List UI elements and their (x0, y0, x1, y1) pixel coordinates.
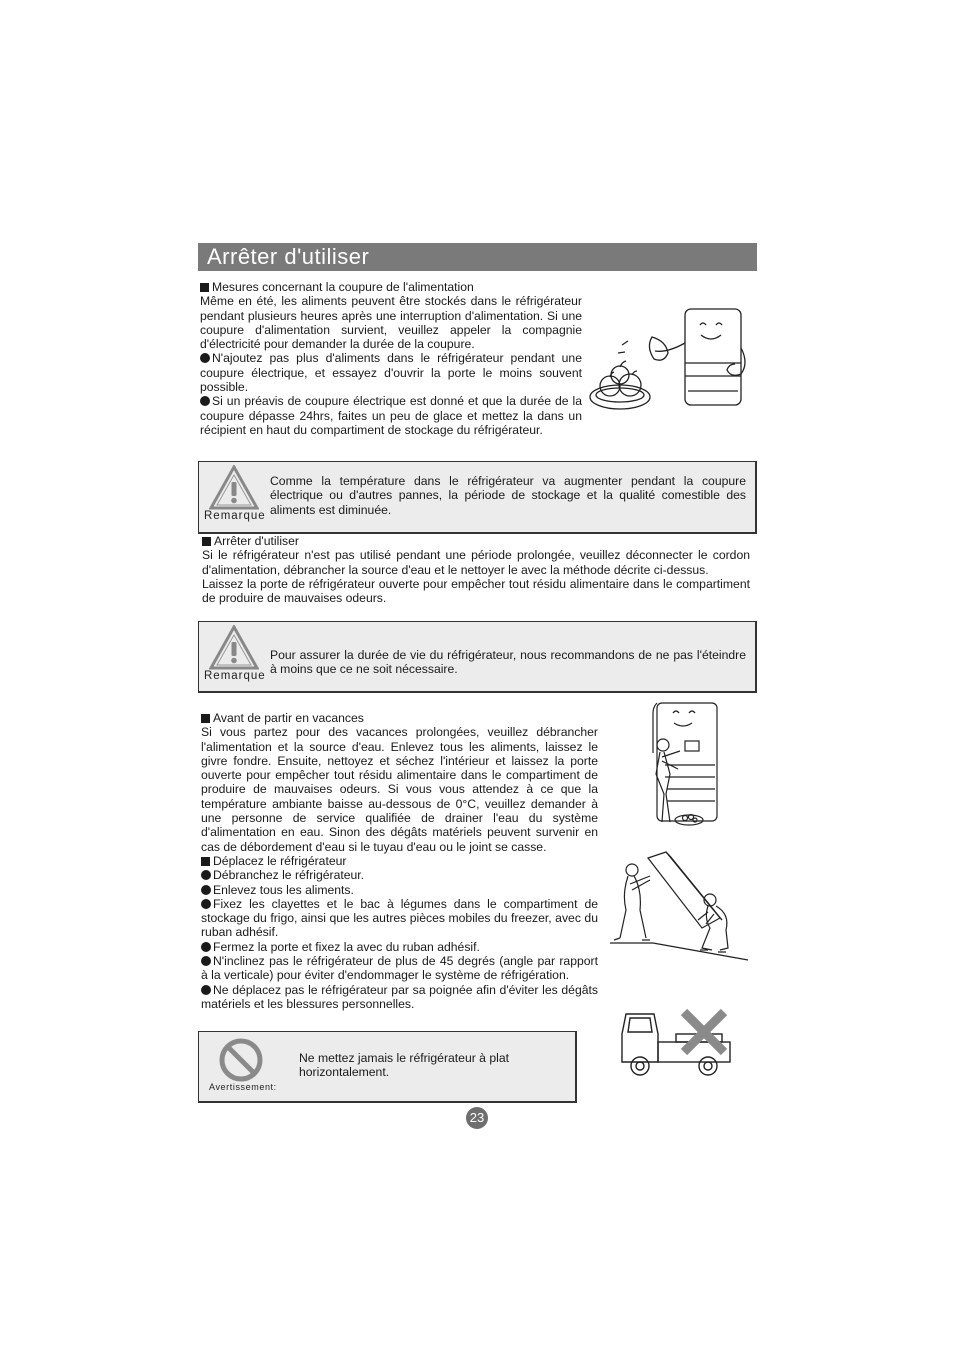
page-title: Arrêter d'utiliser (207, 244, 370, 269)
square-bullet-icon (201, 714, 210, 723)
square-bullet-icon (200, 283, 209, 292)
warning-text: Ne mettez jamais le réfrigérateur à plat horizontalement. (299, 1051, 509, 1080)
note-label: Remarque (204, 670, 266, 682)
power-cut-section (200, 280, 582, 437)
dot-bullet-icon (201, 885, 211, 895)
note-text: Comme la température dans le réfrigérateur va augmenter pendant la coupure électrique ou d'autres pannes, la période de stockage et la qualité comestible des aliments est diminuée. (270, 474, 746, 517)
warning-box (198, 1031, 577, 1103)
warning-triangle-icon (209, 625, 259, 671)
move-bullet: Fermez la porte et fixez la avec du ruban adhésif. (201, 940, 598, 954)
dot-bullet-icon (200, 396, 210, 406)
warning-triangle-icon (209, 465, 259, 511)
warning-label: Avertissement: (209, 1082, 277, 1092)
vacation-paragraph: Si vous partez pour des vacances prolongées, veuillez débrancher l'alimentation et la source d'eau. Enlevez tous les aliments, laissez le givre fondre. Ensuite, nettoyez et séchez l'intérieur et laissez la porte ouverte pour empêcher tout résidu alimentaire dans le compartiment de produire de mauvaises odeurs. Si vous vous attendez à ce que la température ambiante baisse au-dessous de 0°C, veuillez demander à une personne de service qualifiée de drainer l'eau du système d'alimentation en eau. Sinon des dégâts matériels peuvent survenir en cas de débordement d'eau si le tuyau d'eau ou le joint se casse. (201, 725, 598, 854)
square-bullet-icon (202, 537, 211, 546)
vacation-heading: Avant de partir en vacances (201, 711, 598, 725)
note-box-storage (198, 461, 757, 534)
vacation-section (201, 711, 598, 1011)
square-bullet-icon (201, 857, 210, 866)
move-bullet: Ne déplacez pas le réfrigérateur par sa poignée afin d'éviter les dégâts matériels et les blessures personnelles. (201, 982, 598, 1011)
move-bullet: Débranchez le réfrigérateur. (201, 868, 598, 882)
stop-using-paragraph: Si le réfrigérateur n'est pas utilisé pendant une période prolongée, veuillez déconnecter le cordon d'alimentation, débrancher la source d'eau et le nettoyer le avec la méthode décrite ci-dessus. (202, 548, 750, 577)
dot-bullet-icon (201, 870, 211, 880)
move-bullet: N'inclinez pas le réfrigérateur de plus de 45 degrés (angle par rapport à la verticale) pour éviter d'endommager le système de réfrigération. (201, 954, 598, 983)
stop-using-paragraph: Laissez la porte de réfrigérateur ouverte pour empêcher tout résidu alimentaire dans le compartiment de produire de mauvaises odeurs. (202, 576, 750, 606)
move-bullet: Fixez les clayettes et le bac à légumes dans le compartiment de stockage du frigo, ainsi que les autres pièces mobiles du freezer, avec du ruban adhésif. (201, 896, 598, 940)
dot-bullet-icon (201, 942, 211, 952)
stop-using-section (202, 534, 750, 605)
power-cut-heading: Mesures concernant la coupure de l'alimentation (200, 280, 582, 294)
dot-bullet-icon (200, 353, 210, 363)
move-bullet: Enlevez tous les aliments. (201, 883, 598, 897)
note-label: Remarque (204, 510, 266, 522)
move-heading: Déplacez le réfrigérateur (201, 854, 598, 868)
dot-bullet-icon (201, 956, 211, 966)
dot-bullet-icon (201, 985, 211, 995)
power-cut-bullet: N'ajoutez pas plus d'aliments dans le réfrigérateur pendant une coupure électrique, et essayez d'ouvrir la porte le moins souvent possible. (200, 351, 582, 395)
fridge-character-fruit-illustration (588, 303, 748, 415)
truck-fridge-flat-crossed-illustration (612, 1008, 736, 1082)
power-cut-paragraph: Même en été, les aliments peuvent être stockés dans le réfrigérateur pendant plusieurs heures après une interruption d'alimentation. Si une coupure d'alimentation survient, veuillez appeler la compagnie d'électricité pour demander la durée de la coupure. (200, 294, 582, 352)
prohibited-icon (219, 1038, 263, 1082)
people-carrying-fridge-illustration (608, 848, 750, 972)
section-title-bar (198, 243, 757, 271)
note-text: Pour assurer la durée de vie du réfrigérateur, nous recommandons de ne pas l'éteindre à moins que ce ne soit nécessaire. (270, 648, 746, 677)
stop-using-heading: Arrêter d'utiliser (202, 534, 750, 548)
note-box-lifetime (198, 621, 757, 693)
page-number: 23 (466, 1107, 488, 1129)
person-emptying-fridge-illustration (645, 695, 725, 830)
power-cut-bullet: Si un préavis de coupure électrique est donné et que la durée de la coupure dépasse 24hrs, faites un peu de glace et mettez la dans un récipient en haut du compartiment de stockage du réfrigérateur. (200, 394, 582, 437)
dot-bullet-icon (201, 899, 211, 909)
